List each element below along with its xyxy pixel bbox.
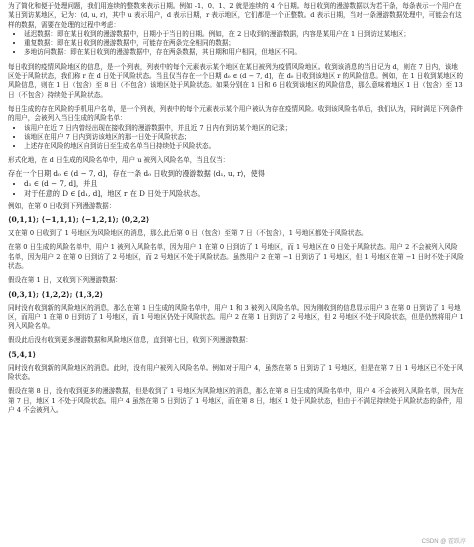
example-paragraph: 同时没有收到新的风险地区的消息。此时，没有用户被列入风险名单。例如对于用户 4，虽然在第 5 日到访了 1 号地区，但是在第 7 日 1 号地区已不处于风险状态。 <box>8 363 464 382</box>
roaming-data-tuple: ⟨0,3,1⟩; ⟨1,2,2⟩; ⟨1,3,2⟩ <box>8 289 104 299</box>
example-intro: 例如，在第 0 日收到下列漫游数据： <box>8 201 116 210</box>
example3-intro: 假设此后没有收到更多漫游数据和风险地区信息，直到第七日，收到下列漫游数据： <box>8 336 252 345</box>
example-paragraph: 假设在第 8 日，没有收到更多的漫游数据，但是收到了 1 号地区为风险地区的消息，那么在第 8 日生成的风险名单中，用户 4 不会被列入风险名单，因为在第 7 日，地区 1 不处于风险状态。用户 4 虽然在第 5 日到访了 1 号地区，而在第 8 日，地区 1 处于风险状态，但由于不满足持续处于风险状态的条件，用户 4 不会被列入。 <box>8 387 464 414</box>
list-item: • 多地访问数据：即在某日收到的漫游数据中，存在两条数据，其日期和用户相同，但地区不同。 <box>24 48 464 57</box>
list-item: • 该用户在近 7 日内曾经出现在接收到的漫游数据中，并且近 7 日内有到访某个地区的记录； <box>24 124 464 133</box>
formal-intro: 形式化地，在 d 日生成的风险名单中，用户 u 被列入风险名单，当且仅当： <box>8 156 230 165</box>
list-item: • 延迟数据：即在某日收到的漫游数据中，日期小于当日的日期。例如，在 2 日收到的漫游数据，内容是某用户在 1 日到访过某地区； <box>24 30 464 39</box>
roaming-data-tuple: ⟨5,4,1⟩ <box>8 349 37 359</box>
example-paragraph: 同时没有收到新的风险地区的消息，那么在第 1 日生成的风险名单中，用户 1 和 3 被列入风险名单。因为刚收到的信息显示用户 3 在第 0 日到访了 1 号地区，而用户 1 在第 0 日到访了 1 号地区，而 1 号地区仍处于风险状态。用户 2 在第 1 日到访了 2 号地区，但 2 号地区不处于风险状态，但是仍然将用户 1 列入风险名单。 <box>8 303 464 331</box>
risk-list-paragraph: 每日生成的存在风险的手机用户名单，是一个列表，列表中的每个元素表示某个用户被认为存在疫情风险。收到该风险名单后，我们认为，同时满足下列条件的用户，会被列入当日生成的风险名单： <box>8 104 463 123</box>
risk-region-paragraph: 每日收到的疫情风险地区的信息，是一个列表，列表中的每个元素表示某个地区在某日被列为疫情风险地区。收到该消息的当日记为 d，则在 7 日内，该地区处于风险状态，我们称 r 在 d 日处于风险状态。当且仅当存在一个日期 d₀ ∈ (d − 7, d]，在 d₀ 日收到该地区 r 的风险信息。例如，在 1 日收到某地区的风险信息，则在 1 日（包含）至 8 日（不包含）该地区处于风险状态。如果分别在 1 日和 6 日收到该地区的风险信息，那么意味着地区 1 日（包含）至 13 日（不包含）持续处于风险状态。 <box>8 62 463 99</box>
formal-conditions-list <box>8 179 464 199</box>
formal-definition: 存在一个日期 d₀ ∈ (d − 7, d]，存在一条 d₀ 日收到的漫游数据 ⟨d₁, u, r⟩，使得 <box>8 168 265 178</box>
list-item: • d₁ ∈ (d − 7, d]，并且 <box>24 179 464 189</box>
list-item: • 该地区在用户 7 日内到访该地区的那一日处于风险状态； <box>24 133 464 142</box>
roaming-data-tuple: ⟨0,1,1⟩; ⟨−1,1,1⟩; ⟨−1,2,1⟩; ⟨0,2,2⟩ <box>8 215 150 225</box>
conditions-list <box>8 124 464 152</box>
example2-intro: 假设在第 1 日，又收到下列漫游数据： <box>8 276 122 285</box>
intro-paragraph: 为了简化和便于处理问题，我们用连续的整数来表示日期。例如 -1、0、1、2 就是连续的 4 个日期。每日收到的漫游数据以为若干条，每条表示一个用户在某日到访某地区，记为：⟨d, u, r⟩，其中 u 表示用户，d 表示日期，r 表示地区，它们都是一个正整数。d 表示日期，当对一条漫游数据处理中，可能会有这样的数据，需要在处理的过程中考虑： <box>8 2 462 29</box>
list-item: • 上述存在风险的地区自到访日至生成名单当日持续处于风险状态。 <box>24 142 464 151</box>
example-paragraph: 又在第 0 日收到了 1 号地区为风险地区的消息，那么此后第 0 日（包含）至第 7 日（不包含），1 号地区都处于风险状态。 <box>8 229 368 238</box>
watermark: CSDN @ 霍跃淳 <box>421 539 466 545</box>
data-types-list <box>8 30 464 58</box>
example-paragraph: 在第 0 日生成的风险名单中，用户 1 被列入风险名单，因为用户 1 在第 0 日到访了 1 号地区，而 1 号地区在 0 日处于风险状态。用户 2 不会被列入风险名单，因为用户 2 在第 0 日到访了 2 号地区，而 2 号地区不处于风险状态。虽然用户 2 在第 −1 日到访了 1 号地区，但 1 号地区在第 −1 日时不处于风险状态。 <box>8 243 464 270</box>
list-item: • 对于任意的 D ∈ [d₁, d]，地区 r 在 D 日处于风险状态。 <box>24 189 464 199</box>
list-item: • 重复数据：即在某日收到的漫游数据中，可能存在两条完全相同的数据； <box>24 39 464 48</box>
